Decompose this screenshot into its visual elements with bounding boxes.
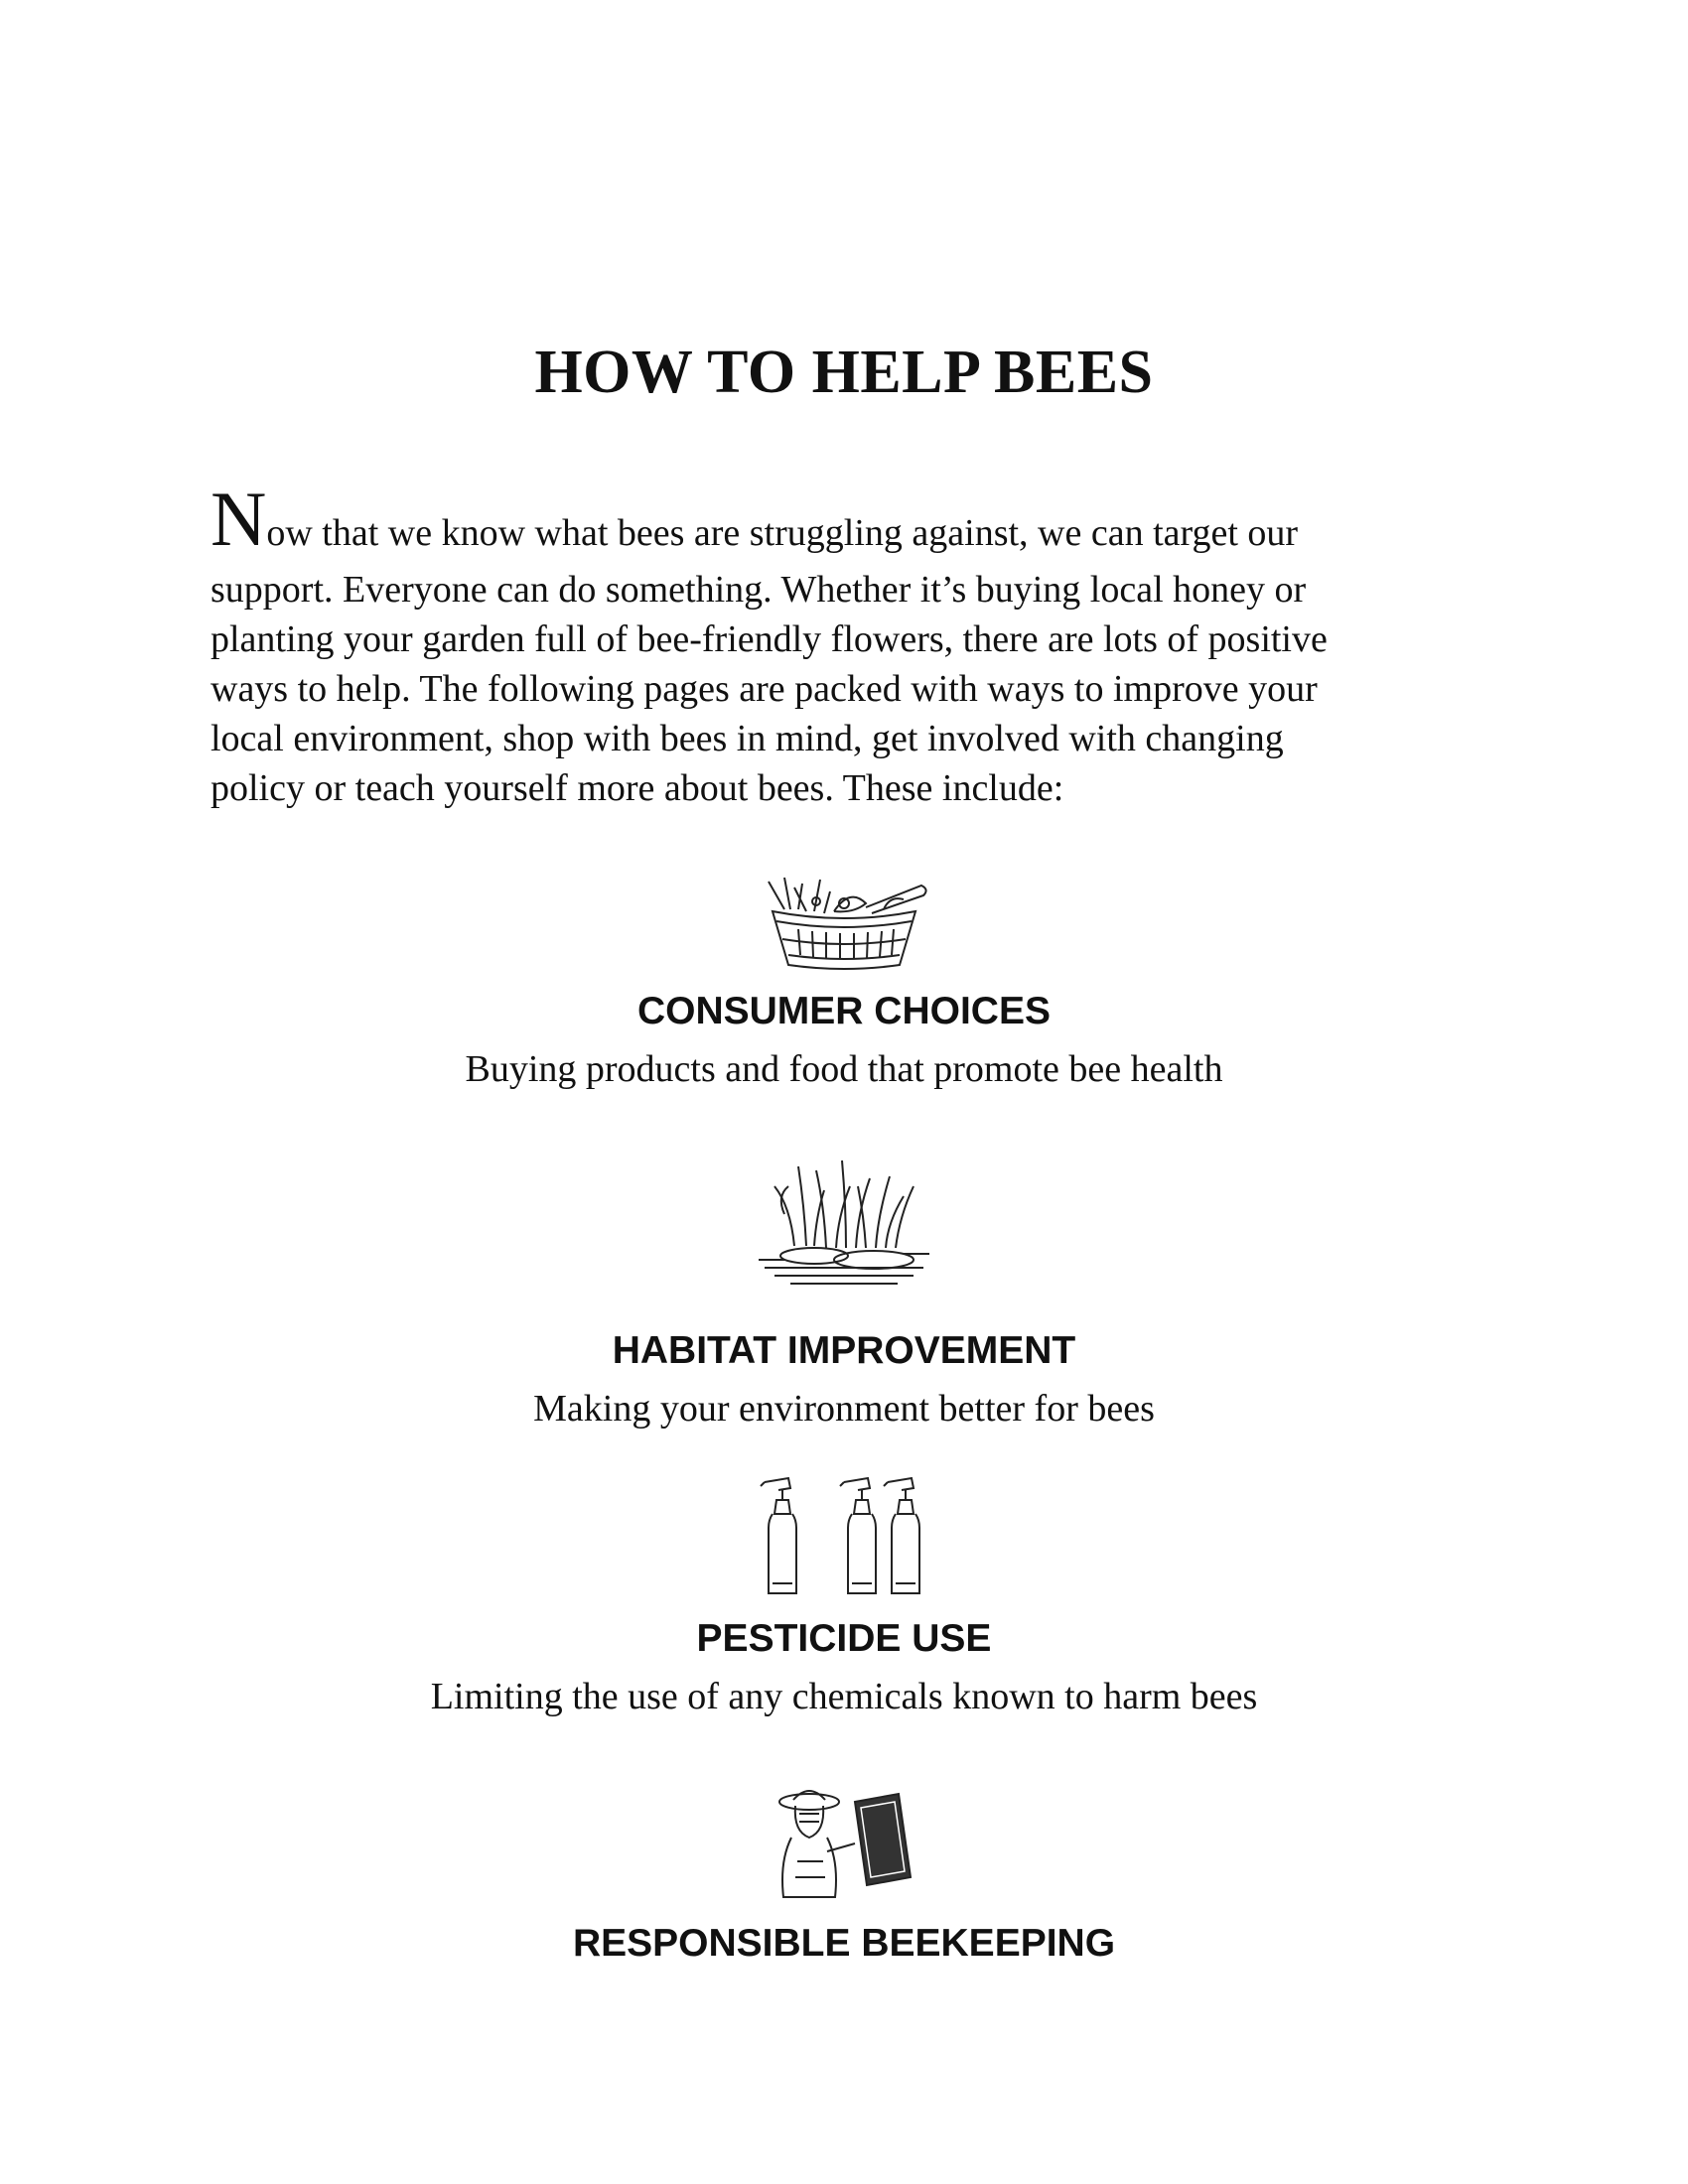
intro-line: ways to help. The following pages are packed with ways to improve your [211, 668, 1318, 710]
intro-paragraph [211, 476, 1452, 813]
beekeeper-icon [770, 1782, 918, 1901]
intro-line: planting your garden full of bee-friendly flowers, there are lots of positive [211, 618, 1328, 660]
section-description: Buying products and food that promote bee health [465, 1048, 1223, 1090]
section-heading: PESTICIDE USE [696, 1617, 992, 1660]
intro-line: local environment, shop with bees in mind, get involved with changing [211, 718, 1284, 759]
section-heading: HABITAT IMPROVEMENT [612, 1329, 1076, 1372]
page-title: HOW TO HELP BEES [534, 339, 1154, 406]
basket-icon [755, 874, 933, 973]
intro-line [211, 476, 1452, 565]
spray-bottle [761, 1478, 796, 1593]
section-responsible-beekeeping [0, 1782, 1688, 1967]
section-habitat-improvement [0, 1157, 1688, 1432]
intro-line-text: ow that we know what bees are struggling against, we can target our [266, 512, 1299, 554]
section-pesticide-use [0, 1474, 1688, 1719]
intro-line: support. Everyone can do something. Whether it’s buying local honey or [211, 569, 1307, 611]
pond-reeds-icon [755, 1157, 933, 1291]
section-description: Limiting the use of any chemicals known to harm bees [430, 1676, 1258, 1717]
section-heading: RESPONSIBLE BEEKEEPING [572, 1922, 1116, 1965]
section-description: Making your environment better for bees [533, 1388, 1155, 1430]
drop-cap: N [211, 476, 267, 562]
intro-line: policy or teach yourself more about bees. These include: [211, 767, 1064, 809]
section-consumer-choices [0, 874, 1688, 1092]
section-heading: CONSUMER CHOICES [636, 990, 1052, 1032]
spray-bottles-icon [755, 1474, 933, 1598]
